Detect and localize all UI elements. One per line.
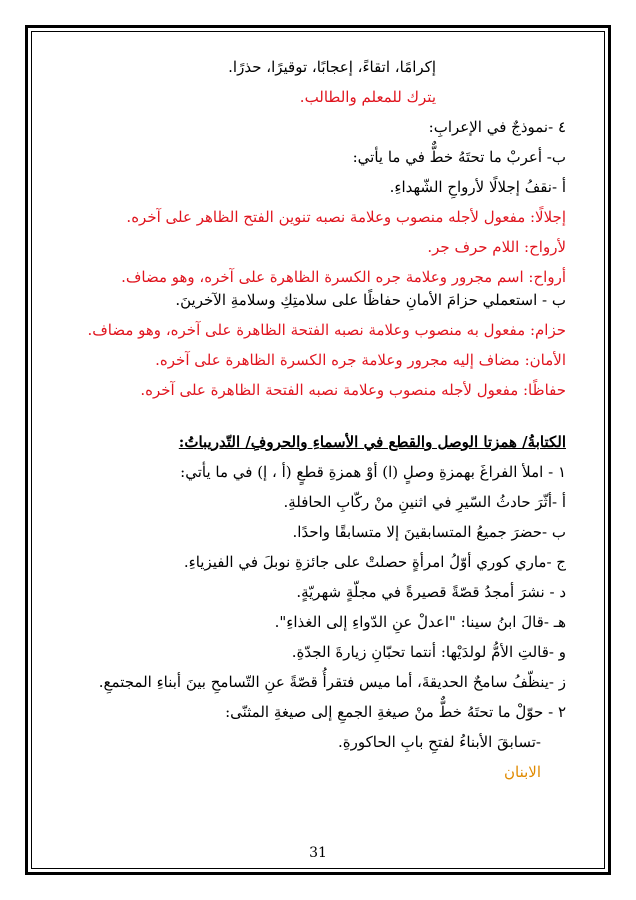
text-line: ٢ - حوّلْ ما تحتَهُ خطٌّ منْ صيغةِ الجمعِ إلى صيغةِ المثنّى:: [225, 703, 566, 721]
text-line: ب -حضرَ جميعُ المتسابقينَ إلا متسابقًا واحدًا.: [292, 523, 566, 541]
text-line: أ -أثّرَ حادثُ السّيرِ في اثنينِ منْ ركّابِ الحافلةِ.: [283, 493, 566, 511]
text-line: الأمان: مضاف إليه مجرور وعلامة جره الكسرة الظاهرة على آخره.: [155, 351, 566, 369]
page-number: 31: [309, 845, 327, 861]
text-line: إجلالًا: مفعول لأجله منصوب وعلامة نصبه تنوين الفتح الظاهر على آخره.: [126, 208, 566, 226]
text-line: ج -ماري كوري أوّلُ امرأةٍ حصلتْ على جائزةِ نوبلَ في الفيزياءِ.: [183, 553, 566, 571]
text-line: ز -ينظّفُ سامحٌ الحديقةَ، أما ميس فتقرأُ قصّةً عنِ التّسامحِ بينَ أبناءِ المجتمعِ.: [98, 673, 566, 691]
text-line: د - نشرَ أمجدُ قصّةً قصيرةً في مجلّةٍ شهريّةٍ.: [296, 583, 566, 601]
text-line: لأرواح: اللام حرف جر.: [427, 238, 566, 256]
text-line: حزام: مفعول به منصوب وعلامة نصبه الفتحة الظاهرة على آخره، وهو مضاف.: [87, 321, 566, 339]
text-line: حفاظًا: مفعول لأجله منصوب وعلامة نصبه الفتحة الظاهرة على آخره.: [140, 381, 566, 399]
text-line: و -قالتِ الأمُّ لولدَيْها: أنتما تحبّانِ زيارةَ الجدّةِ.: [291, 643, 566, 661]
answer-text: الابنان: [503, 763, 541, 781]
text-line: أ -نقفُ إجلالًا لأرواحِ الشّهداءِ.: [389, 178, 566, 196]
text-line: ١ - املأ الفراغَ بهمزةِ وصلٍ (ا) أوْ همزةِ قطعٍ (أ ، إ) في ما يأتي:: [180, 463, 566, 481]
text-line: يترك للمعلم والطالب.: [299, 88, 436, 106]
text-line: أرواح: اسم مجرور وعلامة جره الكسرة الظاهرة على آخره، وهو مضاف.: [121, 268, 566, 286]
section-heading: الكتابةُ/ همزتا الوصل والقطع في الأسماءِ والحروفِ/ التّدريباتُ:: [178, 433, 566, 451]
text-line: ب- أعربْ ما تحتَهُ خطٌّ في ما يأتي:: [352, 148, 566, 166]
text-line: ب - استعملي حزامَ الأمانِ حفاظًا على سلامتِكِ وسلامةِ الآخرينَ.: [175, 291, 566, 309]
text-line: هـ -قالَ ابنُ سينا: "اعدلْ عنِ الدّواءِ إلى الغذاءِ".: [274, 613, 566, 631]
text-line: إكرامًا، اتقاءً، إعجابًا، توقيرًا، حذرًا.: [228, 58, 436, 76]
text-line: ٤ -نموذجٌ في الإعرابِ:: [428, 118, 566, 136]
text-line: -تسابقَ الأبناءُ لفتحِ بابِ الحاكورةِ.: [338, 733, 541, 751]
